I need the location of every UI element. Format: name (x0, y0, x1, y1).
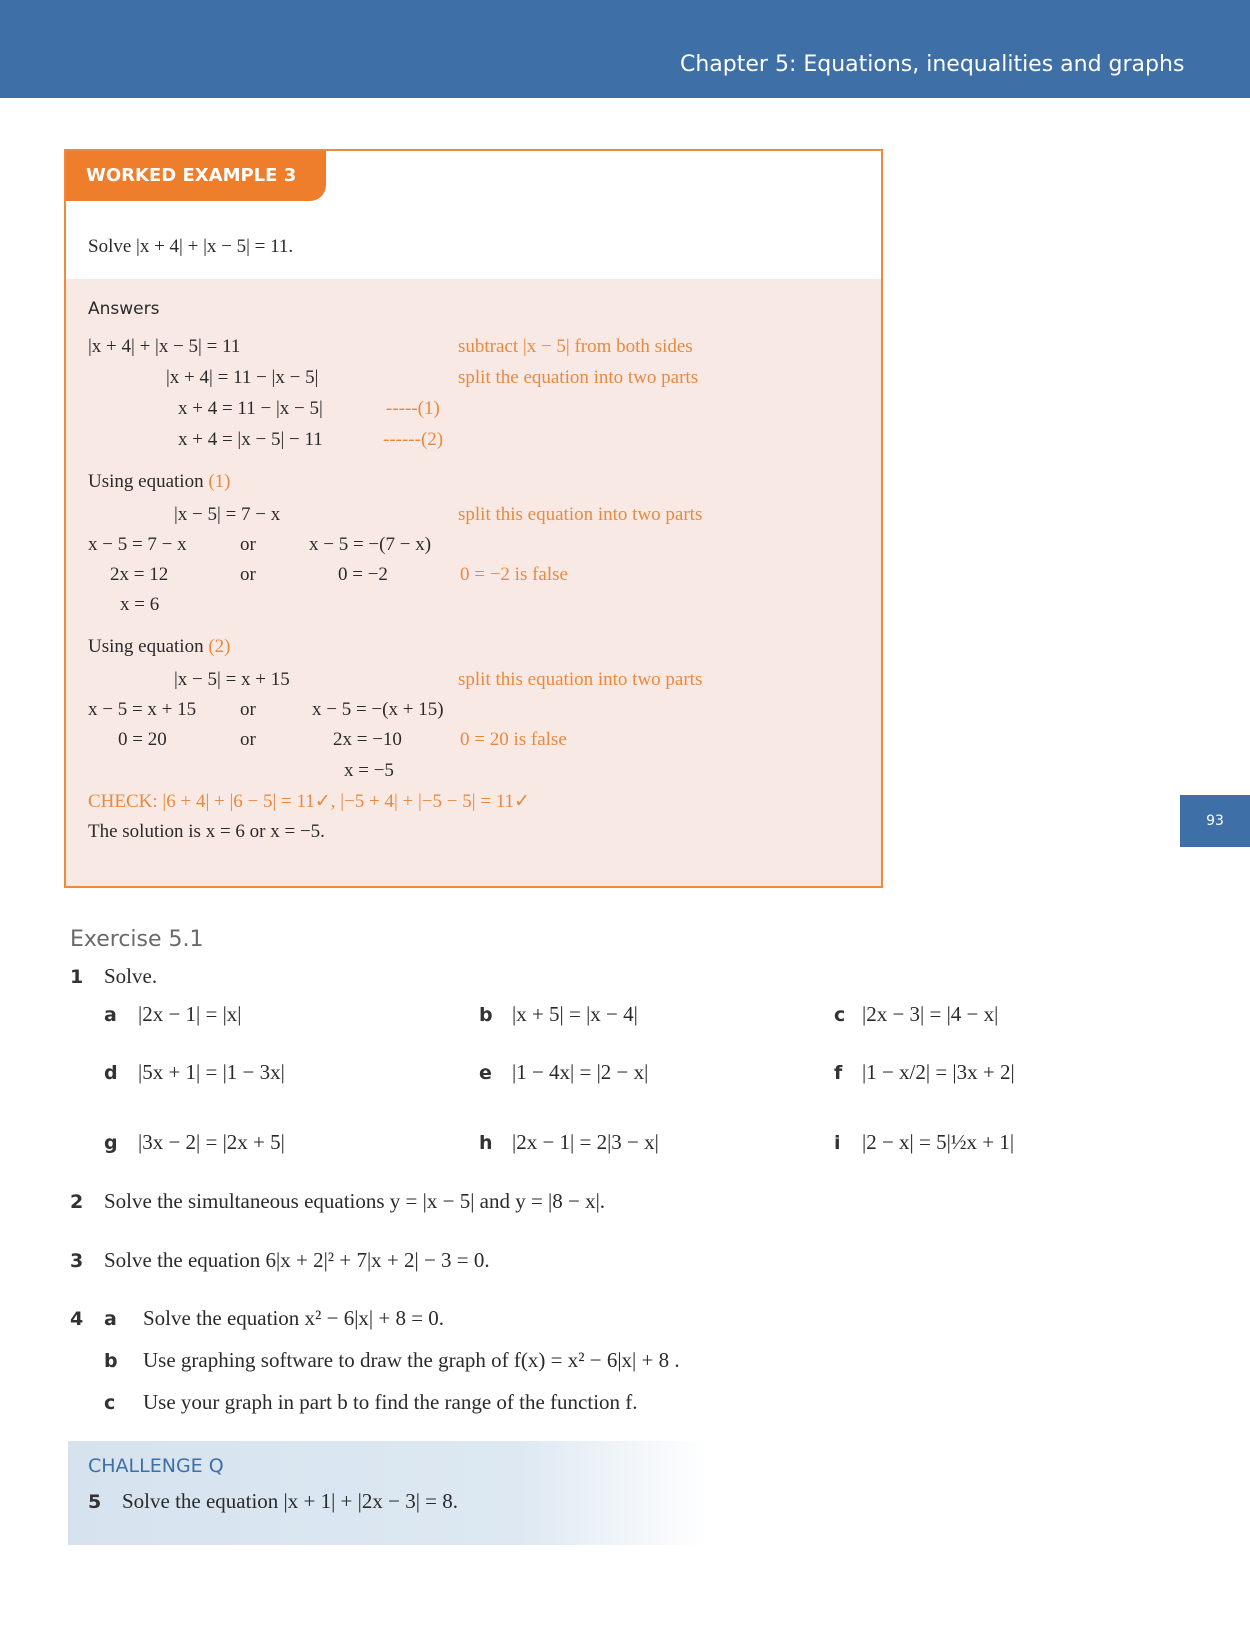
q4c-label: c (104, 1392, 116, 1414)
challenge-title: CHALLENGE Q (88, 1455, 224, 1477)
using-eq1-ref: (1) (208, 471, 231, 492)
q3-text: Solve the equation 6|x + 2|² + 7|x + 2| − 3 = 0. (104, 1248, 490, 1272)
q4c-text: Use your graph in part b to find the range of the function f. (143, 1390, 638, 1414)
eq2-right-2: 2x = −10 (333, 729, 402, 750)
eq1-right-2: 0 = −2 (338, 564, 388, 585)
using-eq1-note: split this equation into two parts (458, 504, 703, 525)
note-split: split the equation into two parts (458, 367, 699, 388)
q4-number: 4 (70, 1308, 84, 1330)
q2-number: 2 (70, 1191, 84, 1213)
eq1-or-2: or (240, 564, 256, 585)
eq2-left-2: 0 = 20 (118, 729, 167, 750)
q1f-equation: |1 − x/2| = |3x + 2| (862, 1060, 1015, 1084)
q1i-equation: |2 − x| = 5|½x + 1| (862, 1130, 1015, 1154)
q1h-equation: |2x − 1| = 2|3 − x| (512, 1130, 659, 1154)
equation-tag-2: ------(2) (383, 429, 444, 450)
q1a-label: a (104, 1004, 117, 1026)
eq2-or-2: or (240, 729, 256, 750)
using-eq1-label (88, 471, 230, 493)
answer-line-2: |x + 4| = 11 − |x − 5| (166, 367, 319, 388)
eq2-false-note: 0 = 20 is false (460, 729, 567, 750)
q1e-equation: |1 − 4x| = |2 − x| (512, 1060, 649, 1084)
using-eq2-text: Using equation (88, 636, 204, 657)
answer-line-1: |x + 4| + |x − 5| = 11 (88, 336, 241, 357)
chapter-header-band (0, 0, 1250, 98)
q1e-label: e (479, 1062, 492, 1084)
eq2-left-1: x − 5 = x + 15 (88, 699, 197, 720)
using-eq2-note: split this equation into two parts (458, 669, 703, 690)
exercise-title: Exercise 5.1 (70, 927, 204, 952)
q1c-equation: |2x − 3| = |4 − x| (862, 1002, 999, 1026)
q1i-label: i (834, 1132, 841, 1154)
worked-example-question: Solve |x + 4| + |x − 5| = 11. (88, 236, 294, 257)
solution-line: The solution is x = 6 or x = −5. (88, 821, 325, 842)
q1-text: Solve. (104, 964, 158, 988)
q4a-text: Solve the equation x² − 6|x| + 8 = 0. (143, 1306, 445, 1330)
q3-number: 3 (70, 1250, 84, 1272)
q1a-equation: |2x − 1| = |x| (138, 1002, 242, 1026)
chapter-title: Chapter 5: Equations, inequalities and graphs (680, 52, 1185, 77)
q1d-label: d (104, 1062, 118, 1084)
using-eq2-label (88, 636, 230, 658)
q4b-label: b (104, 1350, 118, 1372)
q1b-equation: |x + 5| = |x − 4| (512, 1002, 638, 1026)
eq1-or-1: or (240, 534, 256, 555)
using-eq2-equation: |x − 5| = x + 15 (174, 669, 290, 690)
eq1-false-note: 0 = −2 is false (460, 564, 568, 585)
q1c-label: c (834, 1004, 846, 1026)
using-eq2-ref: (2) (208, 636, 231, 657)
answers-heading: Answers (88, 299, 160, 319)
q2-text: Solve the simultaneous equations y = |x − 5| and y = |8 − x|. (104, 1189, 606, 1213)
q1d-equation: |5x + 1| = |1 − 3x| (138, 1060, 285, 1084)
worked-example-label: WORKED EXAMPLE 3 (66, 151, 326, 201)
eq1-left-1: x − 5 = 7 − x (88, 534, 187, 555)
equation-tag-1: -----(1) (386, 398, 440, 419)
eq2-or-1: or (240, 699, 256, 720)
page-number-tab: 93 (1180, 795, 1250, 847)
eq2-right-3: x = −5 (344, 760, 394, 781)
challenge-text: Solve the equation |x + 1| + |2x − 3| = 8. (122, 1489, 458, 1513)
q1g-label: g (104, 1132, 118, 1154)
q1-number: 1 (70, 966, 84, 988)
q1h-label: h (479, 1132, 493, 1154)
using-eq1-equation: |x − 5| = 7 − x (174, 504, 281, 525)
q4b-text: Use graphing software to draw the graph of f(x) = x² − 6|x| + 8 . (143, 1348, 680, 1372)
eq2-right-1: x − 5 = −(x + 15) (312, 699, 444, 720)
note-subtract: subtract |x − 5| from both sides (458, 336, 693, 357)
check-line: CHECK: |6 + 4| + |6 − 5| = 11✓, |−5 + 4| + |−5 − 5| = 11✓ (88, 791, 530, 812)
q1f-label: f (834, 1062, 843, 1084)
eq1-right-1: x − 5 = −(7 − x) (309, 534, 432, 555)
q1b-label: b (479, 1004, 493, 1026)
answer-line-3: x + 4 = 11 − |x − 5| (178, 398, 323, 419)
eq1-left-2: 2x = 12 (110, 564, 169, 585)
q4a-label: a (104, 1308, 117, 1330)
challenge-number: 5 (88, 1491, 102, 1513)
using-eq1-text: Using equation (88, 471, 204, 492)
eq1-left-3: x = 6 (120, 594, 160, 615)
q1g-equation: |3x − 2| = |2x + 5| (138, 1130, 285, 1154)
answer-line-4: x + 4 = |x − 5| − 11 (178, 429, 323, 450)
